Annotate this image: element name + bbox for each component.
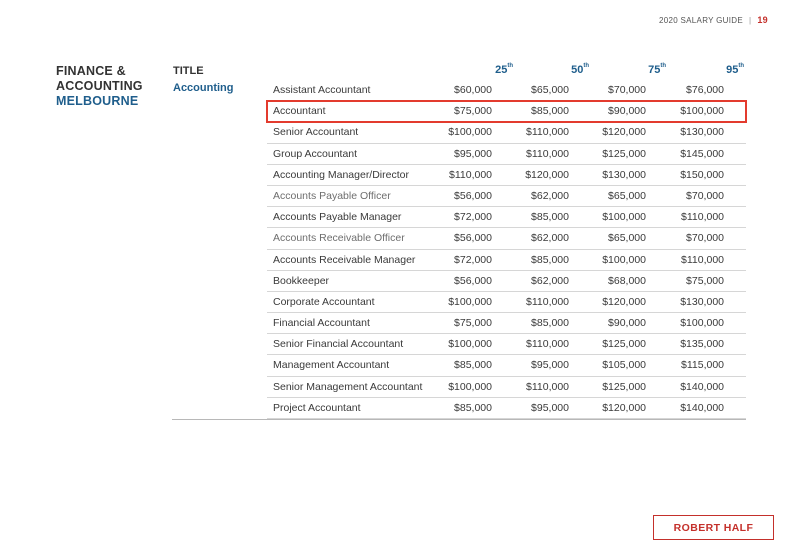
salary-p50: $110,000 [525,380,569,393]
p25-number: 25 [495,64,508,76]
salary-p75: $100,000 [602,211,646,224]
salary-p75: $65,000 [608,189,646,202]
table-row [267,398,746,419]
job-title: Senior Management Accountant [273,380,423,393]
salary-p95: $76,000 [686,84,724,96]
table-row [267,144,746,165]
salary-p25: $100,000 [448,295,492,308]
job-title: Assistant Accountant [273,84,371,96]
table-row [267,313,746,334]
table-row [267,165,746,186]
salary-p25: $100,000 [448,126,492,139]
page-number: 19 [757,15,768,25]
p25-column-header [453,64,513,76]
p75-column-header [606,64,666,76]
table-row [267,186,746,207]
salary-p25: $85,000 [454,359,492,372]
salary-p50: $62,000 [531,232,569,245]
salary-p50: $110,000 [525,338,569,351]
salary-p75: $120,000 [602,401,646,414]
salary-p25: $95,000 [454,147,492,160]
section-title-city: MELBOURNE [56,94,139,108]
job-title: Senior Financial Accountant [273,338,404,351]
salary-p95: $115,000 [680,359,724,372]
salary-p50: $85,000 [531,105,569,118]
salary-p75: $100,000 [602,253,646,266]
table-row [267,122,746,143]
salary-p95: $130,000 [680,295,724,308]
salary-p75: $65,000 [608,232,646,245]
salary-p25: $56,000 [454,274,492,287]
job-title: Accounts Payable Officer [273,189,391,202]
salary-p25: $110,000 [448,168,492,181]
salary-p75: $125,000 [602,380,646,393]
table-row [267,292,746,313]
job-title: Bookkeeper [273,274,330,287]
salary-p25: $60,000 [454,84,492,96]
salary-p75: $68,000 [608,274,646,287]
salary-p50: $62,000 [531,274,569,287]
salary-p75: $120,000 [602,295,646,308]
p25-suffix: th [507,63,513,69]
salary-p50: $62,000 [531,189,569,202]
salary-p95: $70,000 [686,189,724,202]
salary-p75: $130,000 [602,168,646,181]
salary-p75: $125,000 [602,147,646,160]
salary-p75: $90,000 [608,105,646,118]
salary-p95: $110,000 [680,253,724,266]
salary-p25: $85,000 [454,401,492,414]
salary-p25: $100,000 [448,338,492,351]
p50-number: 50 [571,64,584,76]
salary-p25: $56,000 [454,189,492,202]
salary-p25: $72,000 [454,253,492,266]
job-title: Corporate Accountant [273,295,375,308]
job-title: Accounts Payable Manager [273,211,402,224]
salary-p25: $75,000 [454,317,492,330]
table-bottom-rule [172,419,746,420]
salary-p50: $65,000 [531,84,569,96]
salary-p95: $130,000 [680,126,724,139]
salary-p25: $72,000 [454,211,492,224]
salary-p95: $145,000 [680,147,724,160]
job-title: Accounts Receivable Officer [273,232,405,245]
salary-p50: $95,000 [531,401,569,414]
salary-p95: $140,000 [680,401,724,414]
p95-suffix: th [738,63,744,69]
salary-p95: $150,000 [680,168,724,181]
salary-p25: $100,000 [448,380,492,393]
table-row-highlighted [267,101,746,122]
table-row [267,207,746,228]
header-separator: | [748,15,752,25]
job-title: Management Accountant [273,359,390,372]
job-title: Accounts Receivable Manager [273,253,416,266]
job-title: Project Accountant [273,401,361,414]
table-row [267,334,746,355]
job-title: Accounting Manager/Director [273,168,409,181]
table-row [267,271,746,292]
salary-p50: $120,000 [525,168,569,181]
section-title [56,64,143,109]
job-title: Financial Accountant [273,317,370,330]
p95-column-header [684,64,744,76]
salary-p75: $125,000 [602,338,646,351]
table-row [267,377,746,398]
p95-number: 95 [726,64,739,76]
table-row [267,355,746,376]
salary-p95: $110,000 [680,211,724,224]
salary-p95: $75,000 [686,274,724,287]
robert-half-logo [653,515,774,540]
guide-label: 2020 SALARY GUIDE [659,15,743,25]
p75-number: 75 [648,64,661,76]
salary-p50: $85,000 [531,211,569,224]
category-label: Accounting [173,82,234,94]
salary-p75: $105,000 [602,359,646,372]
salary-p95: $100,000 [680,105,724,118]
job-title: Accountant [273,105,326,118]
salary-p75: $120,000 [602,126,646,139]
title-column-header: TITLE [173,65,204,77]
section-title-line2: ACCOUNTING [56,79,143,93]
table-body [267,80,746,419]
salary-p50: $110,000 [525,295,569,308]
salary-p95: $70,000 [686,232,724,245]
p50-column-header [529,64,589,76]
salary-p75: $90,000 [608,317,646,330]
salary-p25: $75,000 [454,105,492,118]
p75-suffix: th [660,63,666,69]
salary-p95: $135,000 [680,338,724,351]
salary-p50: $110,000 [525,126,569,139]
table-header [172,62,746,80]
salary-p50: $85,000 [531,317,569,330]
table-row [267,250,746,271]
p50-suffix: th [583,63,589,69]
salary-p75: $70,000 [608,84,646,96]
salary-p50: $95,000 [531,359,569,372]
salary-table [172,62,746,414]
page-header [659,15,768,25]
salary-p95: $140,000 [680,380,724,393]
salary-p25: $56,000 [454,232,492,245]
section-title-line1: FINANCE & [56,64,126,78]
salary-p50: $85,000 [531,253,569,266]
table-row [267,80,746,101]
job-title: Group Accountant [273,147,358,160]
salary-p95: $100,000 [680,317,724,330]
salary-p50: $110,000 [525,147,569,160]
logo-text: ROBERT HALF [673,521,754,534]
job-title: Senior Accountant [273,126,359,139]
table-row [267,228,746,249]
